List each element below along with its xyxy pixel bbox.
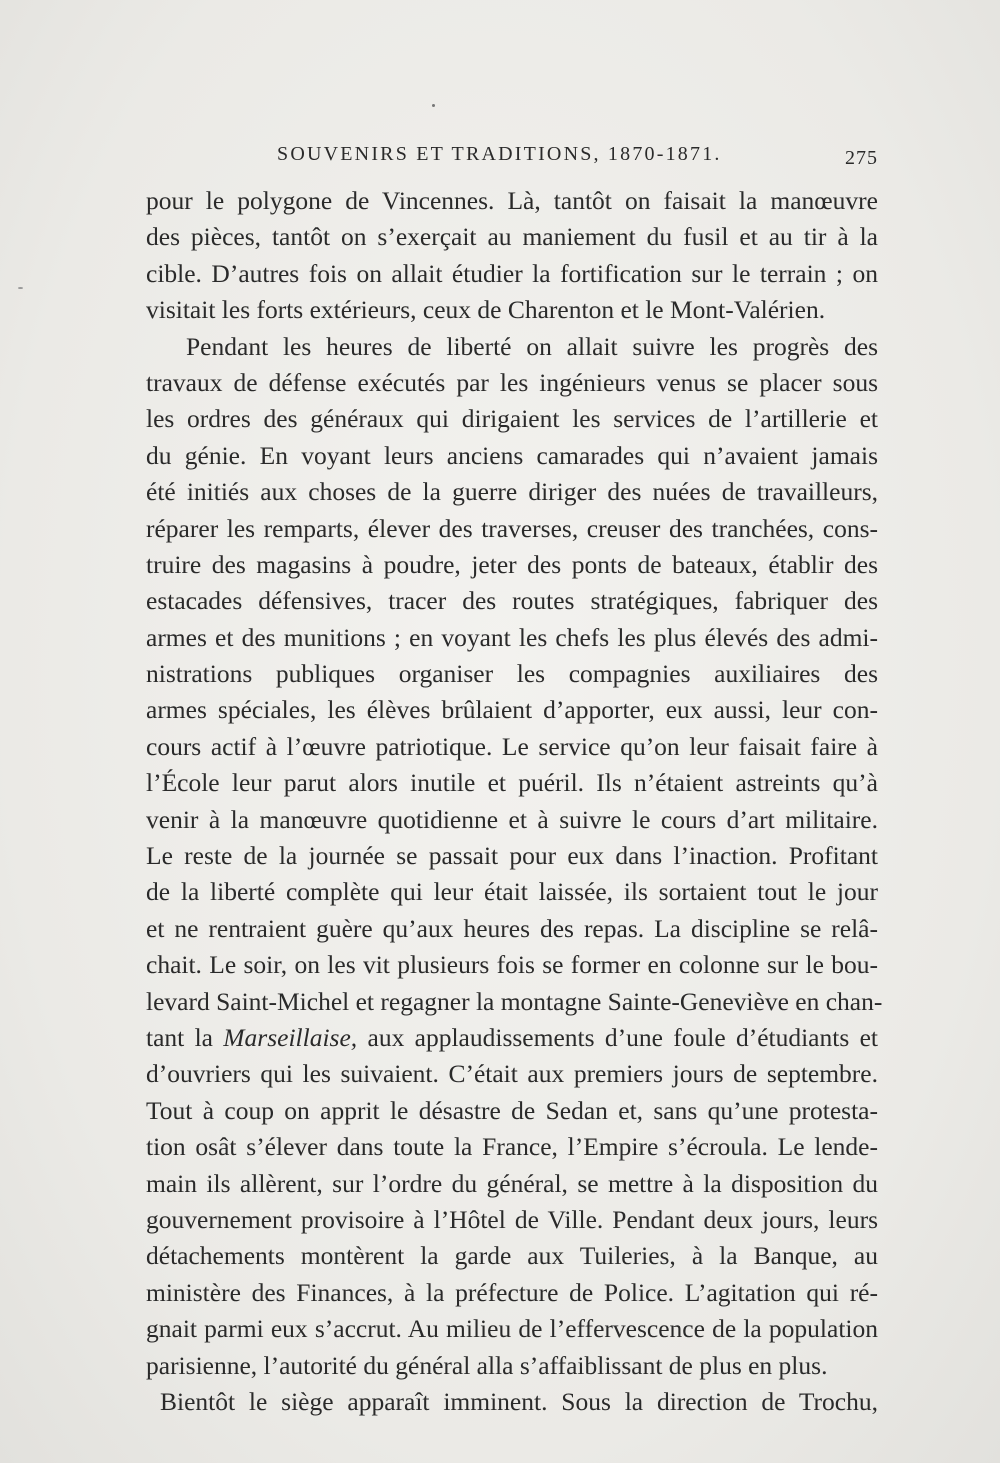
text-line: armes spéciales, les élèves brûlaient d’apporter, eux aussi, leur con- <box>146 695 878 725</box>
text-line-marseillaise <box>146 1020 878 1056</box>
text-line: Tout à coup on apprit le désastre de Sedan et, sans qu’une protesta- <box>146 1095 878 1125</box>
text-line: cible. D’autres fois on allait étudier la fortification sur le terrain ; on <box>146 258 878 288</box>
paper-speck <box>18 287 23 289</box>
text-line: pour le polygone de Vincennes. Là, tantôt on faisait la manœuvre <box>146 186 878 215</box>
text-line: cours actif à l’œuvre patriotique. Le service qu’on leur faisait faire à <box>146 731 878 761</box>
text-line: gouvernement provisoire à l’Hôtel de Ville. Pendant deux jours, leurs <box>146 1204 878 1234</box>
text-line: tion osât s’élever dans toute la France, l’Empire s’écroula. Le lende- <box>146 1132 878 1162</box>
text-line: ministère des Finances, à la préfecture de Police. L’agitation qui ré- <box>146 1277 878 1307</box>
text-line: chait. Le soir, on les vit plusieurs fois se former en colonne sur le bou- <box>146 950 878 980</box>
italic-title-marseillaise: Marseillaise, <box>223 1022 358 1052</box>
text-line: d’ouvriers qui les suivaient. C’était aux premiers jours de septembre. <box>146 1059 878 1089</box>
text-line: main ils allèrent, sur l’ordre du général, se mettre à la disposition du <box>146 1168 878 1198</box>
text-line: du génie. En voyant leurs anciens camarades qui n’avaient jamais <box>146 440 878 470</box>
text-line: travaux de défense exécutés par les ingénieurs venus se placer sous <box>146 367 878 397</box>
text-line: l’École leur parut alors inutile et puéril. Ils n’étaient astreints qu’à <box>146 768 878 798</box>
running-title: SOUVENIRS ET TRADITIONS, 1870-1871. <box>277 143 722 165</box>
text-line: parisienne, l’autorité du général alla s’affaiblissant de plus en plus. <box>146 1350 828 1380</box>
text-line: et ne rentraient guère qu’aux heures des repas. La discipline se relâ- <box>146 913 878 943</box>
text-line: été initiés aux choses de la guerre diriger des nuées de travailleurs, <box>146 477 878 507</box>
body-text <box>146 183 883 1420</box>
text-line: levard Saint-Michel et regagner la montagne Sainte-Geneviève en chan- <box>146 986 883 1016</box>
text-line: réparer les remparts, élever des traverses, creuser des tranchées, cons- <box>146 513 878 543</box>
text-fragment: aux applaudissements d’une foule d’étudiants et <box>357 1022 878 1052</box>
text-line: visitait les forts extérieurs, ceux de Charenton et le Mont-Valérien. <box>146 295 826 325</box>
paper-speck <box>432 104 435 107</box>
text-line: des pièces, tantôt on s’exerçait au maniement du fusil et au tir à la <box>146 222 878 252</box>
running-header <box>140 143 880 173</box>
text-line: les ordres des généraux qui dirigaient les services de l’artillerie et <box>146 404 878 434</box>
text-line: de la liberté complète qui leur était laissée, ils sortaient tout le jour <box>146 877 878 907</box>
text-line: armes et des munitions ; en voyant les chefs les plus élevés des admi- <box>146 622 878 652</box>
text-line-paragraph-start: Pendant les heures de liberté on allait suivre les progrès des <box>186 331 878 361</box>
text-line: venir à la manœuvre quotidienne et à suivre le cours d’art militaire. <box>146 804 878 834</box>
page-number: 275 <box>845 147 878 169</box>
text-line: estacades défensives, tracer des routes stratégiques, fabriquer des <box>146 586 878 616</box>
text-line: truire des magasins à poudre, jeter des ponts de bateaux, établir des <box>146 549 878 579</box>
text-line: Le reste de la journée se passait pour eux dans l’inaction. Profitant <box>146 841 878 871</box>
text-line-paragraph-start: Bientôt le siège apparaît imminent. Sous la direction de Trochu, <box>160 1386 878 1416</box>
text-line: nistrations publiques organiser les compagnies auxiliaires des <box>146 659 878 689</box>
text-fragment: tant la <box>146 1022 224 1052</box>
text-line: détachements montèrent la garde aux Tuileries, à la Banque, au <box>146 1241 878 1271</box>
text-line: gnait parmi eux s’accrut. Au milieu de l’effervescence de la population <box>146 1314 878 1344</box>
